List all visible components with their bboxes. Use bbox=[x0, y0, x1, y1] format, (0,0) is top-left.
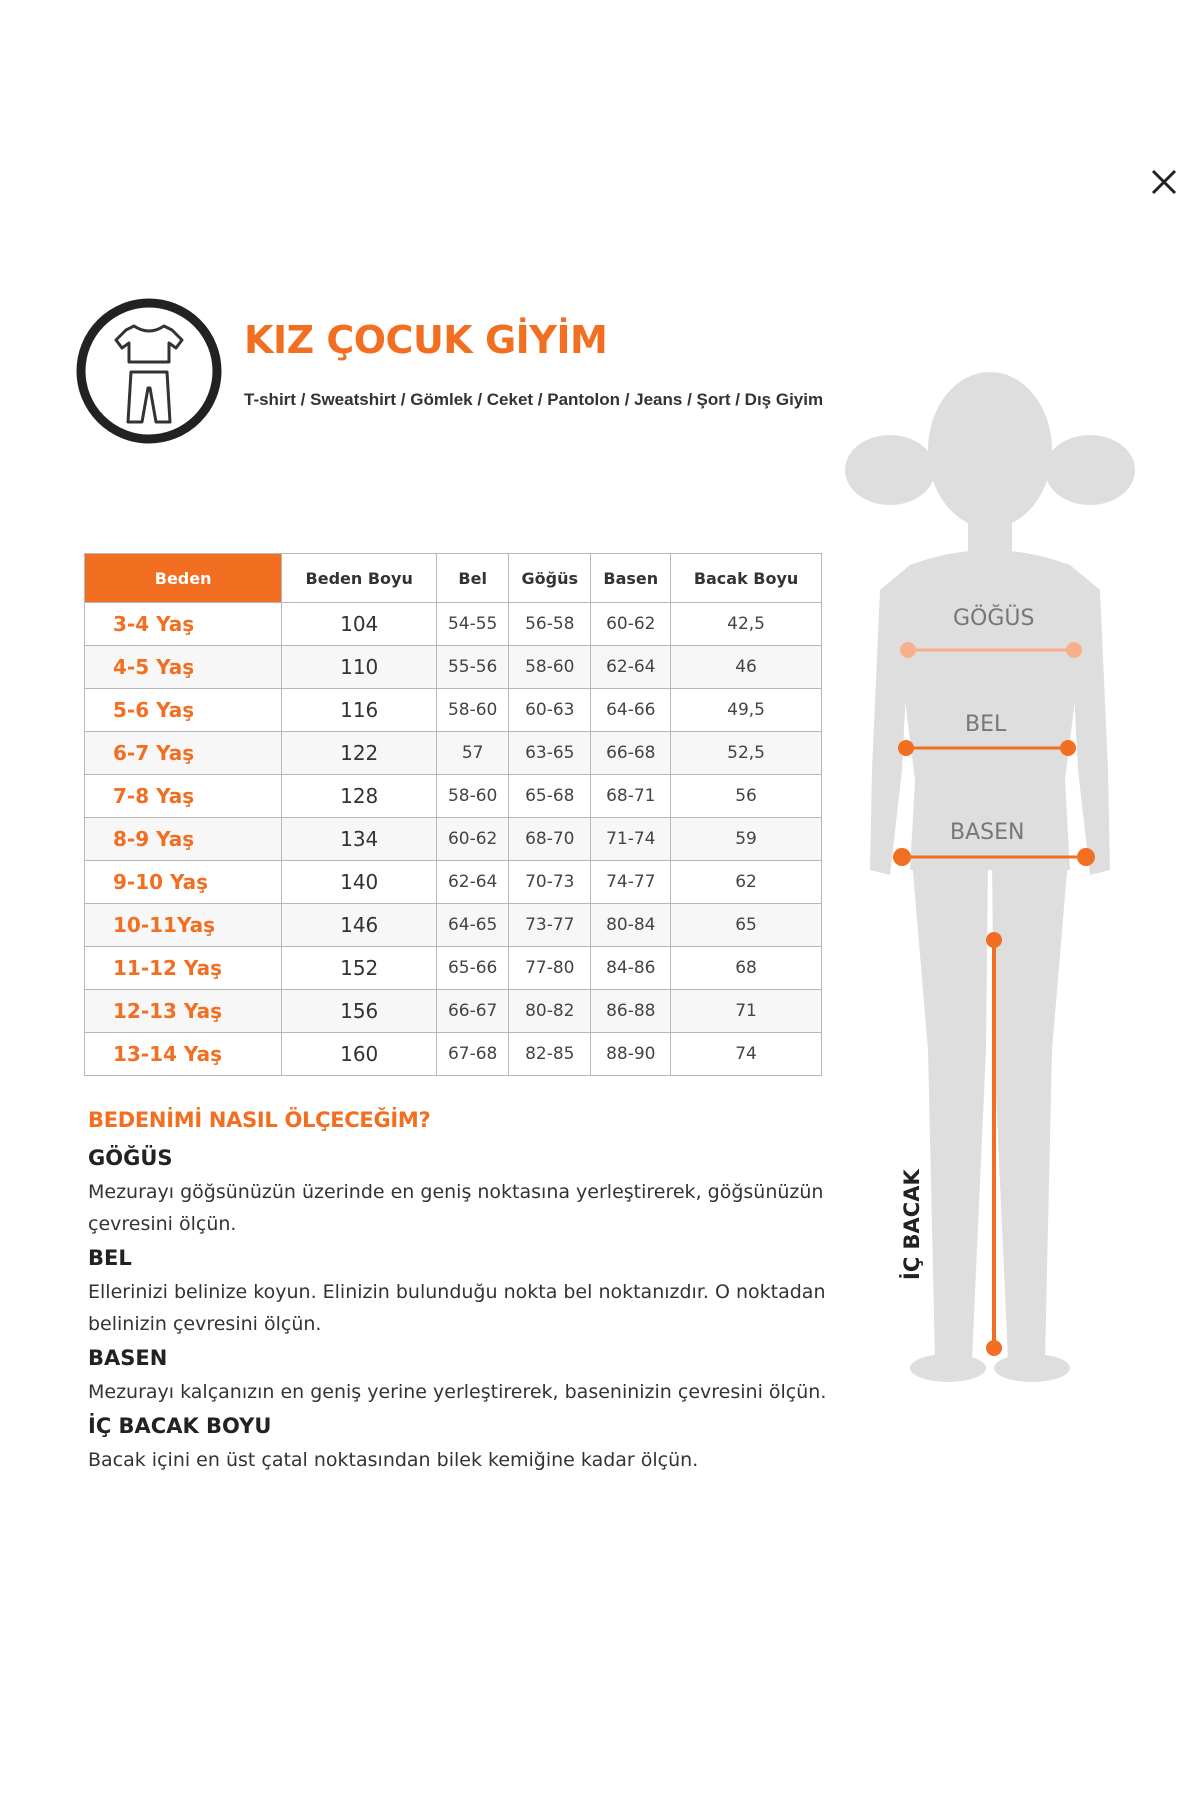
basen-label: BASEN bbox=[950, 820, 1025, 845]
girl-silhouette-icon bbox=[840, 350, 1140, 1410]
cell-bel: 57 bbox=[437, 732, 509, 775]
cell-age: 13-14 Yaş bbox=[85, 1033, 282, 1076]
cell-beden-boyu: 104 bbox=[282, 603, 437, 646]
cell-bacak-boyu: 65 bbox=[671, 904, 822, 947]
cell-beden-boyu: 140 bbox=[282, 861, 437, 904]
cell-beden-boyu: 116 bbox=[282, 689, 437, 732]
cell-bacak-boyu: 71 bbox=[671, 990, 822, 1033]
cell-bacak-boyu: 62 bbox=[671, 861, 822, 904]
table-row bbox=[85, 904, 822, 947]
cell-basen: 60-62 bbox=[591, 603, 671, 646]
cell-bacak-boyu: 52,5 bbox=[671, 732, 822, 775]
cell-bacak-boyu: 49,5 bbox=[671, 689, 822, 732]
gogus-label: GÖĞÜS bbox=[953, 606, 1035, 631]
cell-beden-boyu: 146 bbox=[282, 904, 437, 947]
cell-bacak-boyu: 59 bbox=[671, 818, 822, 861]
table-row bbox=[85, 603, 822, 646]
cell-bel: 64-65 bbox=[437, 904, 509, 947]
col-header-beden-boyu: Beden Boyu bbox=[282, 554, 437, 603]
col-header-basen: Basen bbox=[591, 554, 671, 603]
ic-bacak-label: İÇ BACAK bbox=[900, 1169, 924, 1280]
cell-basen: 62-64 bbox=[591, 646, 671, 689]
cell-bel: 58-60 bbox=[437, 689, 509, 732]
cell-bel: 62-64 bbox=[437, 861, 509, 904]
cell-bacak-boyu: 42,5 bbox=[671, 603, 822, 646]
cell-beden-boyu: 128 bbox=[282, 775, 437, 818]
cell-gogus: 60-63 bbox=[509, 689, 591, 732]
cell-basen: 66-68 bbox=[591, 732, 671, 775]
cell-age: 11-12 Yaş bbox=[85, 947, 282, 990]
cell-gogus: 58-60 bbox=[509, 646, 591, 689]
cell-gogus: 65-68 bbox=[509, 775, 591, 818]
table-row bbox=[85, 646, 822, 689]
clothing-badge bbox=[74, 296, 224, 446]
cell-age: 5-6 Yaş bbox=[85, 689, 282, 732]
table-header-row bbox=[85, 554, 822, 603]
cell-age: 9-10 Yaş bbox=[85, 861, 282, 904]
basen-heading: BASEN bbox=[88, 1346, 168, 1370]
cell-gogus: 56-58 bbox=[509, 603, 591, 646]
cell-beden-boyu: 122 bbox=[282, 732, 437, 775]
col-header-beden: Beden bbox=[85, 554, 282, 603]
page-title: KIZ ÇOCUK GİYİM bbox=[244, 318, 608, 362]
col-header-bacak-boyu: Bacak Boyu bbox=[671, 554, 822, 603]
cell-basen: 84-86 bbox=[591, 947, 671, 990]
cell-bacak-boyu: 46 bbox=[671, 646, 822, 689]
cell-bacak-boyu: 74 bbox=[671, 1033, 822, 1076]
cell-bel: 60-62 bbox=[437, 818, 509, 861]
basen-text: Mezurayı kalçanızın en geniş yerine yerleştirerek, baseninizin çevresini ölçün. bbox=[88, 1381, 827, 1403]
table-row bbox=[85, 818, 822, 861]
close-icon bbox=[1149, 167, 1179, 197]
cell-gogus: 73-77 bbox=[509, 904, 591, 947]
gogus-heading: GÖĞÜS bbox=[88, 1146, 173, 1170]
cell-basen: 71-74 bbox=[591, 818, 671, 861]
cell-bel: 58-60 bbox=[437, 775, 509, 818]
col-header-bel: Bel bbox=[437, 554, 509, 603]
col-header-gogus: Göğüs bbox=[509, 554, 591, 603]
cell-basen: 86-88 bbox=[591, 990, 671, 1033]
cell-age: 3-4 Yaş bbox=[85, 603, 282, 646]
cell-gogus: 68-70 bbox=[509, 818, 591, 861]
gogus-text: Mezurayı göğsünüzün üzerinde en geniş noktasına yerleştirerek, göğsünüzün çevresini ölçün. bbox=[88, 1181, 824, 1235]
measurement-figure bbox=[840, 350, 1140, 1410]
how-to-title: BEDENİMİ NASIL ÖLÇECEĞİM? bbox=[88, 1108, 431, 1132]
cell-gogus: 63-65 bbox=[509, 732, 591, 775]
table-row bbox=[85, 732, 822, 775]
cell-bel: 66-67 bbox=[437, 990, 509, 1033]
close-button[interactable] bbox=[1146, 164, 1182, 200]
table-row bbox=[85, 861, 822, 904]
bel-heading: BEL bbox=[88, 1246, 132, 1270]
cell-beden-boyu: 110 bbox=[282, 646, 437, 689]
cell-age: 10-11Yaş bbox=[85, 904, 282, 947]
cell-basen: 88-90 bbox=[591, 1033, 671, 1076]
cell-bel: 65-66 bbox=[437, 947, 509, 990]
cell-beden-boyu: 156 bbox=[282, 990, 437, 1033]
page-subtitle: T-shirt / Sweatshirt / Gömlek / Ceket / Pantolon / Jeans / Şort / Dış Giyim bbox=[244, 390, 824, 409]
cell-beden-boyu: 134 bbox=[282, 818, 437, 861]
cell-age: 12-13 Yaş bbox=[85, 990, 282, 1033]
cell-gogus: 82-85 bbox=[509, 1033, 591, 1076]
cell-basen: 64-66 bbox=[591, 689, 671, 732]
cell-bel: 54-55 bbox=[437, 603, 509, 646]
cell-gogus: 80-82 bbox=[509, 990, 591, 1033]
cell-gogus: 77-80 bbox=[509, 947, 591, 990]
bel-text: Ellerinizi belinize koyun. Elinizin bulunduğu nokta bel noktanızdır. O noktadan belinizin çevresini ölçün. bbox=[88, 1281, 826, 1335]
table-row bbox=[85, 947, 822, 990]
cell-bel: 67-68 bbox=[437, 1033, 509, 1076]
cell-basen: 80-84 bbox=[591, 904, 671, 947]
clothing-icon bbox=[74, 296, 224, 446]
cell-bacak-boyu: 56 bbox=[671, 775, 822, 818]
size-table bbox=[84, 553, 822, 1076]
cell-age: 7-8 Yaş bbox=[85, 775, 282, 818]
cell-age: 6-7 Yaş bbox=[85, 732, 282, 775]
table-row bbox=[85, 990, 822, 1033]
cell-age: 8-9 Yaş bbox=[85, 818, 282, 861]
cell-bel: 55-56 bbox=[437, 646, 509, 689]
cell-gogus: 70-73 bbox=[509, 861, 591, 904]
cell-age: 4-5 Yaş bbox=[85, 646, 282, 689]
cell-basen: 68-71 bbox=[591, 775, 671, 818]
table-row bbox=[85, 1033, 822, 1076]
cell-bacak-boyu: 68 bbox=[671, 947, 822, 990]
ic-bacak-text: Bacak içini en üst çatal noktasından bilek kemiğine kadar ölçün. bbox=[88, 1449, 699, 1471]
table-body bbox=[85, 603, 822, 1076]
how-to-measure bbox=[88, 1108, 848, 1482]
cell-beden-boyu: 152 bbox=[282, 947, 437, 990]
table-row bbox=[85, 689, 822, 732]
ic-bacak-heading: İÇ BACAK BOYU bbox=[88, 1414, 272, 1438]
bel-label: BEL bbox=[965, 712, 1007, 737]
cell-beden-boyu: 160 bbox=[282, 1033, 437, 1076]
cell-basen: 74-77 bbox=[591, 861, 671, 904]
table-row bbox=[85, 775, 822, 818]
